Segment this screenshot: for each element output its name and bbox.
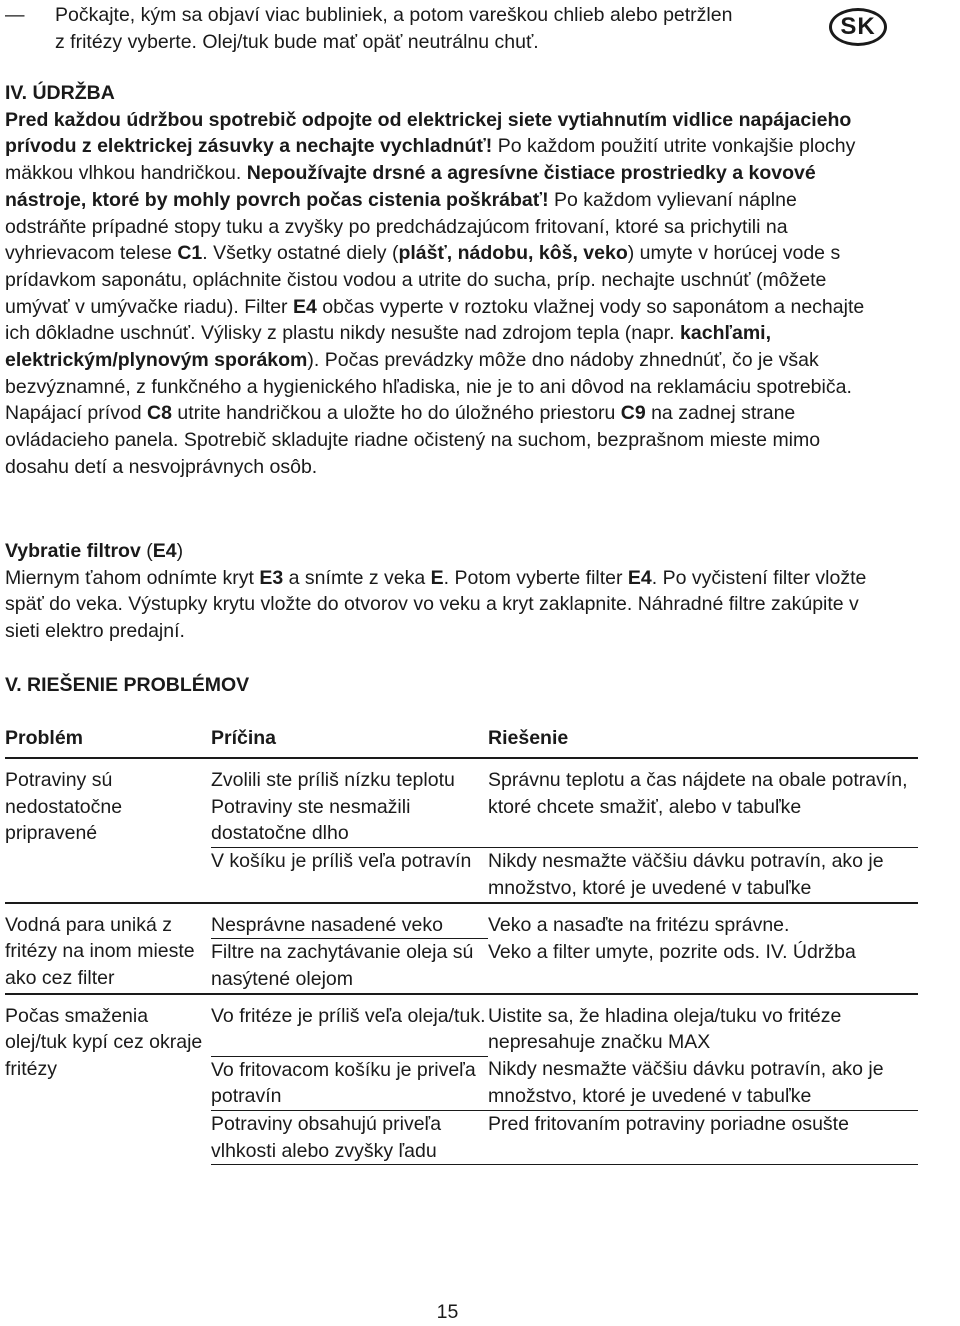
troubleshooting-title: V. RIEŠENIE PROBLÉMOV xyxy=(5,674,250,696)
bullet-dash: — xyxy=(5,4,25,26)
solution-cell: Uistite sa, že hladina oleja/tuku vo fritéze nepresahuje značku MAX xyxy=(488,1004,842,1054)
column-header-solution: Riešenie xyxy=(488,727,569,749)
table-row xyxy=(5,912,918,939)
column-header-problem: Problém xyxy=(5,727,84,749)
troubleshooting-heading xyxy=(5,672,885,699)
solution-cell: Správnu teplotu a čas nájdete na obale potravín, ktoré chcete smažiť, alebo v tabuľke xyxy=(488,769,908,818)
solution-cell: Nikdy nesmažte väčšiu dávku potravín, ako je množstvo, ktoré je uvedené v tabuľke xyxy=(488,848,918,903)
problem-cell: Potraviny sú nedostatočne pripravené xyxy=(5,769,123,845)
filters-paragraph: Miernym ťahom odnímte kryt E3 a snímte z veka E. Potom vyberte filter E4. Po vyčistení filter vložte späť do veka. Výstupky krytu vložte do otvorov vo veku a kryt zaklapnite. Náhradné filtre zakúpite v sieti elektro predajní. xyxy=(5,566,867,643)
filters-section xyxy=(5,538,885,645)
cause-cell: Zvolili ste príliš nízku teplotu xyxy=(211,769,455,791)
header-divider xyxy=(5,758,918,767)
cause-cell: Vo fritéze je príliš veľa oleja/tuk. xyxy=(211,1004,486,1027)
language-badge: SK xyxy=(829,8,887,46)
cause-cell: Vo fritovacom košíku je priveľa potravín xyxy=(211,1056,488,1110)
solution-cell: Veko a nasaďte na fritézu správne. xyxy=(488,913,790,936)
cause-cell: Potraviny ste nesmažili dostatočne dlho xyxy=(211,795,411,845)
table-header-row xyxy=(5,723,918,758)
solution-cell: Pred fritovaním potraviny poriadne osušte xyxy=(488,1110,918,1164)
solution-cell: Nikdy nesmažte väčšiu dávku potravín, ako je množstvo, ktoré je uvedené v tabuľke xyxy=(488,1058,884,1107)
maintenance-section xyxy=(5,80,875,481)
column-header-cause: Príčina xyxy=(211,727,277,749)
filters-heading: Vybratie filtrov (E4) xyxy=(5,540,184,562)
solution-cell: Veko a filter umyte, pozrite ods. IV. Údržba xyxy=(488,940,856,963)
intro-line-1: Počkajte, kým sa objaví viac bubliniek, a potom vareškou chlieb alebo petržlen xyxy=(55,4,733,26)
page-number: 15 xyxy=(436,1301,459,1323)
problem-cell: Vodná para uniká z fritézy na inom mieste ako cez filter xyxy=(5,913,195,989)
troubleshooting-table xyxy=(5,723,918,1165)
cause-cell: Nesprávne nasadené veko xyxy=(211,913,443,936)
cause-cell: V košíku je príliš veľa potravín xyxy=(211,848,488,903)
group-divider xyxy=(5,994,918,1003)
group-divider xyxy=(5,903,918,912)
maintenance-heading: IV. ÚDRŽBA xyxy=(5,82,115,104)
table-row xyxy=(5,1003,918,1056)
maintenance-paragraph: Pred každou údržbou spotrebič odpojte od elektrickej siete vytiahnutím vidlice napájacieho prívodu z elektrickej zásuvky a nechajte vychladnúť! Po každom použití utrite vonkajšie plochy mäkkou vlhkou handričkou. Nepoužívajte drsné a agresívne čistiace prostriedky a kovové nástroje, ktoré by mohly povrch počas cistenia poškrábať! Po každom vylievaní náplne odstráňte prípadné stopy tuku a zvyšky po predchádzajúcom fritovaní, ktoré sa prichytili na vyhrievacom telese C1. Všetky ostatné diely (plášť, nádobu, kôš, veko) umyte v horúcej vode s prídavkom saponátu, opláchnite čistou vodou a utrite do sucha, príp. nechajte uschnúť (môžete umývať v umývačke riadu). Filter E4 občas vyperte v roztoku vlažnej vody so saponátom a nechajte ich dôkladne uschnúť. Výlisky z plastu nikdy nesušte nad zdrojom tepla (napr. kachľami, elektrickým/plynovým sporákom). Počas prevádzky môže dno nádoby zhnednúť, čo je však bezvýznamné, z funkčného a hygienického hľadiska, nie je to ani dôvod na reklamáciu spotrebiča. Napájací prívod C8 utrite handričkou a uložte ho do úložného priestoru C9 na zadnej strane ovládacieho panela. Spotrebič skladujte riadne očistený na suchom, bezprašnom mieste mimo dosahu detí a nesvojprávnych osôb. xyxy=(5,108,865,478)
problem-cell: Počas smaženia olej/tuk kypí cez okraje fritézy xyxy=(5,1004,203,1081)
intro-line-2: z fritézy vyberte. Olej/tuk bude mať opäť neutrálnu chuť. xyxy=(55,30,539,53)
cause-cell: Filtre na zachytávanie oleja sú nasýtené olejom xyxy=(211,939,488,994)
table-row xyxy=(5,767,918,794)
cause-cell: Potraviny obsahujú priveľa vlhkosti alebo zvyšky ľadu xyxy=(211,1110,488,1164)
intro-bullet xyxy=(5,2,815,55)
